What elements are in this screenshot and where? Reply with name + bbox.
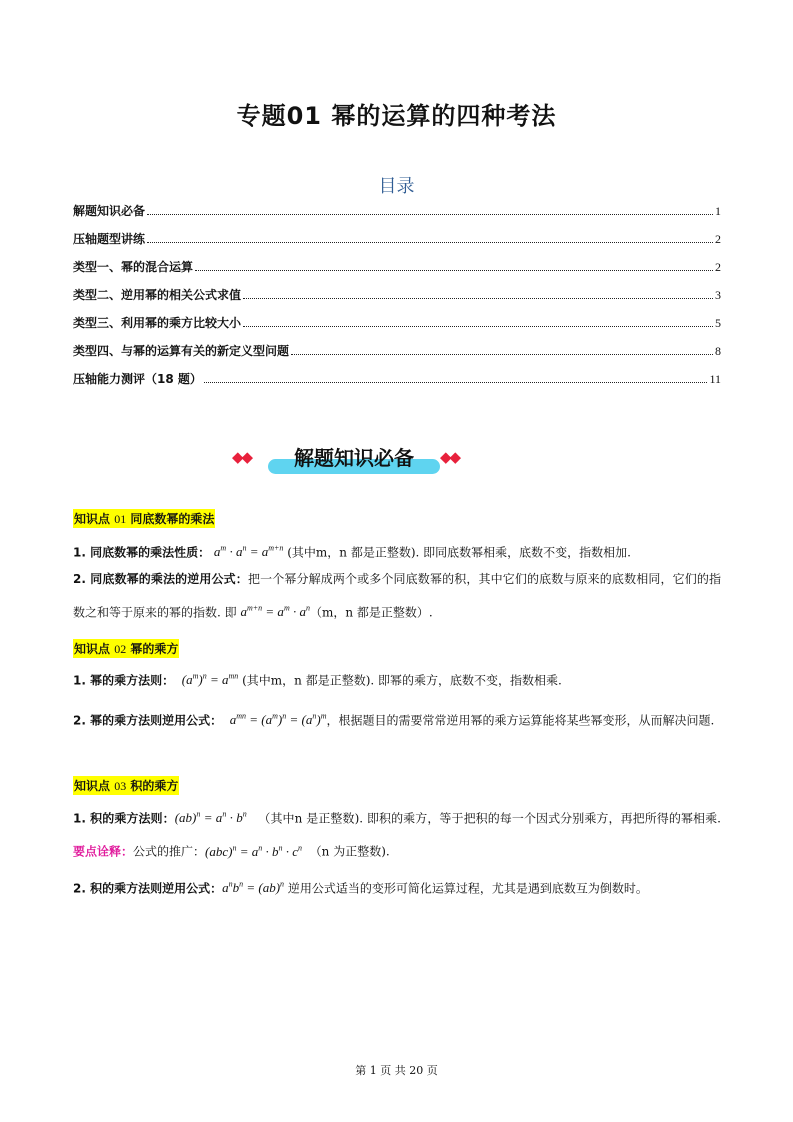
toc-entry-label: 类型二、逆用幂的相关公式求值 xyxy=(73,288,242,302)
toc-leader-dots xyxy=(243,298,713,299)
formula: $a^m \cdot a^n = a^{m+n}$ xyxy=(213,544,284,560)
kp-prefix: 知识点 xyxy=(74,512,111,526)
page-title: 专题01 幂的运算的四种考法 xyxy=(236,102,557,130)
toc-entry[interactable] xyxy=(73,286,721,314)
kp3-item1 xyxy=(73,800,721,867)
toc-entry-label: 类型三、利用幂的乘方比较大小 xyxy=(73,316,242,330)
item-text: 逆用公式适当的变形可简化运算过程，尤其是遇到底数互为倒数时。 xyxy=(287,881,648,896)
formula: $a^{mn} = (a^m)^n = (a^n)^m$ xyxy=(229,712,327,728)
kp-title: 同底数幂的乘法 xyxy=(130,512,215,526)
toc-leader-dots xyxy=(243,326,713,327)
formula: $(ab)^n = a^n \cdot b^n$ xyxy=(174,810,247,826)
item-text: （n 为正整数). xyxy=(309,844,390,859)
item-text: （其中n 是正整数). 即积的乘方，等于把积的每一个因式分别乘方，再把所得的幂相乘. xyxy=(258,811,722,826)
diamond-icon: ◆◆ xyxy=(440,448,460,466)
item-text: 公式的推广： xyxy=(133,844,206,859)
toc-entry-label: 压轴题型讲练 xyxy=(73,232,146,246)
knowledge-point-heading xyxy=(73,509,215,528)
knowledge-point-heading xyxy=(73,639,179,658)
toc-entry-page: 2 xyxy=(715,232,721,246)
kp1-item1 xyxy=(73,534,721,567)
key-point-note: 要点诠释： xyxy=(73,844,134,859)
item-lead: 2. 幂的乘方法则逆用公式： xyxy=(73,713,223,728)
knowledge-point-heading xyxy=(73,776,179,795)
kp2-item1 xyxy=(73,662,721,695)
item-text: (其中m，n 都是正整数). 即同底数幂相乘，底数不变，指数相加. xyxy=(287,545,631,560)
toc-entry[interactable] xyxy=(73,230,721,258)
toc-entry-page: 2 xyxy=(715,260,721,274)
item-text: (其中m，n 都是正整数). 即幂的乘方，底数不变，指数相乘. xyxy=(242,673,562,688)
table-of-contents xyxy=(73,202,721,398)
formula: $a^nb^n = (ab)^n$ xyxy=(222,880,285,896)
toc-entry-page: 5 xyxy=(715,316,721,330)
toc-entry-label: 压轴能力测评（18 题） xyxy=(73,372,202,386)
toc-leader-dots xyxy=(291,354,713,355)
toc-entry-label: 解题知识必备 xyxy=(73,204,146,218)
item-text: （m，n 都是正整数）. xyxy=(309,605,433,620)
toc-entry-label: 类型一、幂的混合运算 xyxy=(73,260,194,274)
toc-entry[interactable] xyxy=(73,370,721,398)
kp-prefix: 知识点 xyxy=(74,642,111,656)
item-lead: 2. 同底数幂的乘法的逆用公式： xyxy=(73,572,248,586)
toc-leader-dots xyxy=(147,214,713,215)
kp2-item2 xyxy=(73,702,721,735)
formula: $(a^m)^n = a^{mn}$ xyxy=(181,672,239,688)
toc-entry[interactable] xyxy=(73,202,721,230)
toc-leader-dots xyxy=(147,242,713,243)
kp-number: 03 xyxy=(114,779,127,793)
section-banner xyxy=(230,440,470,480)
item-lead: 2. 积的乘方法则逆用公式： xyxy=(73,881,223,896)
toc-leader-dots xyxy=(204,382,708,383)
page-footer: 第 1 页 共 20 页 xyxy=(355,1064,438,1077)
kp-title: 积的乘方 xyxy=(130,779,179,793)
item-text: ，根据题目的需要常常逆用幂的乘方运算能将某些幂变形，从而解决问题. xyxy=(326,713,715,728)
toc-entry-page: 11 xyxy=(709,372,721,386)
diamond-icon: ◆◆ xyxy=(232,448,252,466)
banner-title: 解题知识必备 xyxy=(294,446,414,470)
toc-entry-page: 3 xyxy=(715,288,721,302)
item-lead: 1. 积的乘方法则： xyxy=(73,811,175,826)
formula: $a^{m+n} = a^m \cdot a^n$ xyxy=(240,604,310,620)
item-text: 把一个幂分解成两个或多个同底数幂的积，其中它们的底数与原来的底数相同，它们的指数之和等于原来的幂的指数. 即 xyxy=(73,572,721,620)
toc-entry[interactable] xyxy=(73,342,721,370)
toc-entry-page: 8 xyxy=(715,344,721,358)
kp-title: 幂的乘方 xyxy=(130,642,179,656)
item-lead: 1. 同底数幂的乘法性质： xyxy=(73,545,211,560)
formula: $(abc)^n = a^n \cdot b^n \cdot c^n$ xyxy=(205,843,303,859)
kp1-item2 xyxy=(73,564,721,627)
item-lead: 1. 幂的乘方法则： xyxy=(73,673,175,688)
kp-number: 02 xyxy=(114,642,127,656)
toc-heading: 目录 xyxy=(378,176,415,197)
toc-entry-label: 类型四、与幂的运算有关的新定义型问题 xyxy=(73,344,290,358)
toc-leader-dots xyxy=(195,270,713,271)
toc-entry-page: 1 xyxy=(715,204,721,218)
toc-entry[interactable] xyxy=(73,314,721,342)
kp-prefix: 知识点 xyxy=(74,779,111,793)
toc-entry[interactable] xyxy=(73,258,721,286)
kp3-item2 xyxy=(73,870,721,903)
kp-number: 01 xyxy=(114,512,127,526)
